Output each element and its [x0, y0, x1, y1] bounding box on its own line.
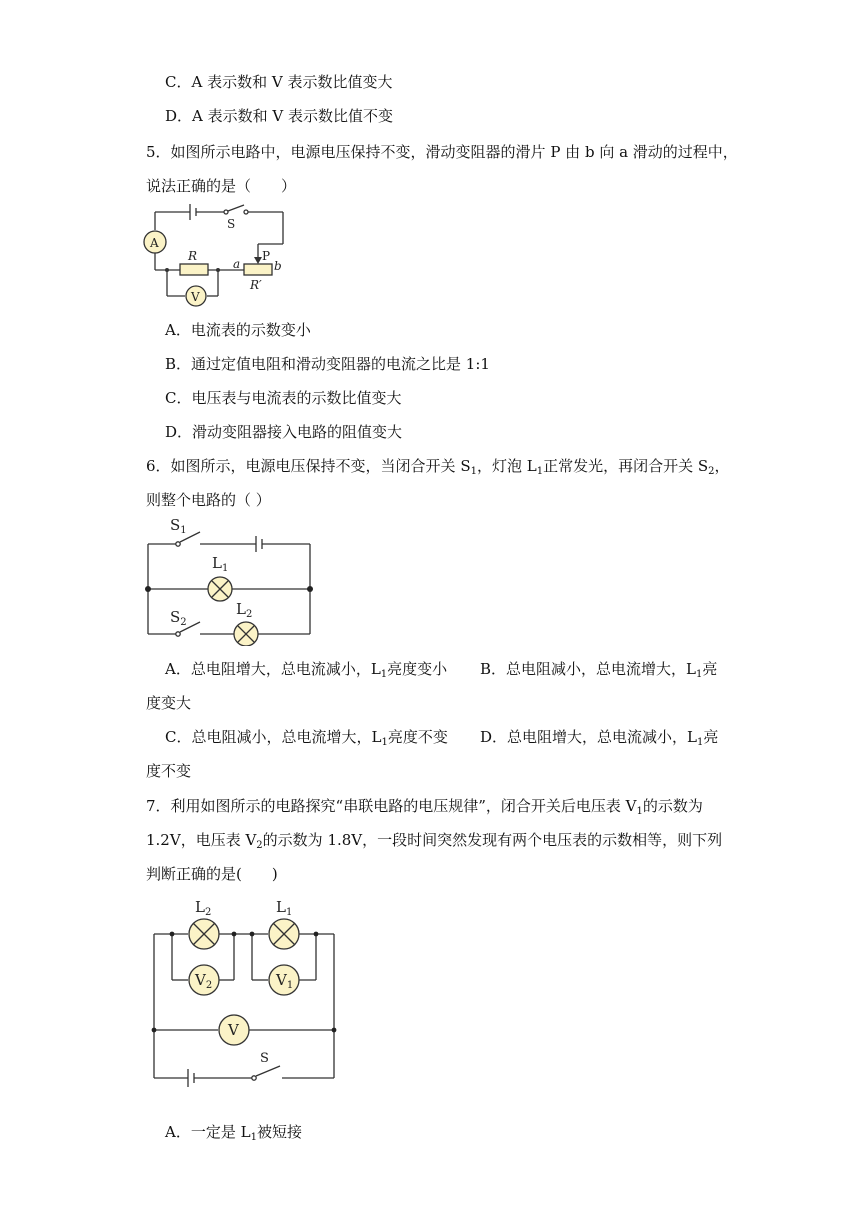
q5-stem-line1: 5．如图所示电路中，电源电压保持不变，滑动变阻器的滑片 P 由 b 向 a 滑动的过程中，	[146, 143, 738, 161]
q7-circuit-diagram	[148, 892, 344, 1088]
q5-option-b: B．通过定值电阻和滑动变阻器的电流之比是 1:1	[165, 355, 490, 373]
voltmeter-label: V	[191, 290, 200, 304]
ammeter-label: A	[150, 236, 159, 250]
q5-stem-line2: 说法正确的是（ ）	[146, 177, 297, 195]
q6-option-d: D．总电阻增大，总电流减小，$L_1$亮	[480, 728, 719, 748]
s2-label: $S_2$	[170, 608, 187, 628]
q7-stem-line1: 7．利用如图所示的电路探究“串联电路的电压规律”，闭合开关后电压表 $V_1$的示数为	[146, 797, 703, 817]
q7-option-a: A．一定是 $L_1$被短接	[165, 1123, 302, 1143]
q6-stem-line2: 则整个电路的（ ）	[146, 491, 271, 509]
q6-circuit-diagram	[140, 512, 320, 646]
switch-label: S	[260, 1051, 269, 1066]
v2-label: $V_2$	[195, 971, 213, 991]
s1-label: $S_1$	[170, 516, 187, 536]
q4-option-c: C．A 表示数和 V 表示数比值变大	[165, 73, 393, 91]
q7-stem-line2: 1.2V，电压表 $V_2$的示数为 1.8V，一段时间突然发现有两个电压表的示数相等，则下列	[146, 831, 723, 851]
l1-label: $L_1$	[276, 898, 293, 918]
end-a-label: a	[233, 257, 241, 271]
resistor-label: R	[188, 249, 198, 263]
q7-stem-line3: 判断正确的是( )	[146, 865, 278, 883]
q6-option-c: C．总电阻减小，总电流增大，$L_1$亮度不变	[165, 728, 448, 748]
q6-option-b: B．总电阻减小，总电流增大，$L_1$亮	[480, 660, 718, 680]
q4-option-d: D．A 表示数和 V 表示数比值不变	[165, 107, 393, 125]
switch-label: S	[227, 217, 236, 231]
l2-label: $L_2$	[236, 600, 253, 620]
q5-option-d: D．滑动变阻器接入电路的阻值变大	[165, 423, 403, 441]
q5-option-a: A．电流表的示数变小	[165, 321, 311, 339]
rheostat-label: R′	[250, 278, 262, 292]
l2-label: $L_2$	[195, 898, 212, 918]
v-label: V	[228, 1021, 239, 1039]
q6-option-a: A．总电阻增大，总电流减小，$L_1$亮度变小	[165, 660, 448, 680]
q5-circuit-diagram	[140, 198, 300, 314]
slider-label: P	[262, 249, 271, 263]
l1-label: $L_1$	[212, 554, 229, 574]
q6-option-b-cont: 度变大	[146, 694, 192, 712]
q5-option-c: C．电压表与电流表的示数比值变大	[165, 389, 402, 407]
q6-option-d-cont: 度不变	[146, 762, 192, 780]
q6-stem-line1: 6．如图所示，电源电压保持不变，当闭合开关 $S_1$，灯泡 $L_1$正常发光，再闭合开关 $S_2$，	[146, 457, 730, 477]
v1-label: $V_1$	[276, 971, 294, 991]
end-b-label: b	[274, 259, 282, 273]
